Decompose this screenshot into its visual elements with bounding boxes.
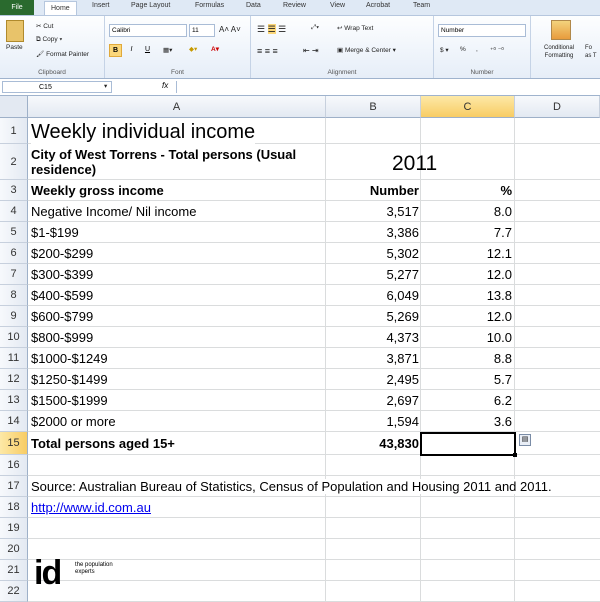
- income-band-label[interactable]: $1000-$1249: [31, 351, 108, 366]
- row-header-16[interactable]: 16: [0, 455, 28, 476]
- row-header-19[interactable]: 19: [0, 518, 28, 539]
- source-note: Source: Australian Bureau of Statistics, Census of Population and Housing 2011 and 2011.: [31, 479, 552, 494]
- paste-icon: [6, 20, 24, 42]
- name-box[interactable]: C15: [2, 81, 112, 93]
- row-12: [28, 369, 600, 390]
- row-header-13[interactable]: 13: [0, 390, 28, 411]
- ribbon-tabs: [0, 0, 600, 16]
- wrap-icon: ↩: [337, 25, 343, 32]
- font-label: Font: [170, 69, 184, 76]
- sheet-subtitle[interactable]: City of West Torrens - Total persons (Usual residence): [31, 147, 323, 177]
- column-header-d[interactable]: D: [515, 96, 600, 118]
- tab-acrobat[interactable]: Acrobat: [366, 2, 391, 9]
- row-header-10[interactable]: 10: [0, 327, 28, 348]
- fx-icon[interactable]: fx: [162, 81, 169, 90]
- clipboard-label: Clipboard: [38, 69, 66, 76]
- row-16: [28, 455, 600, 476]
- copy-button[interactable]: ⧉ Copy ▾: [36, 36, 63, 43]
- row-header-3[interactable]: 3: [0, 180, 28, 201]
- ribbon: [0, 16, 600, 79]
- tab-insert[interactable]: Insert: [92, 2, 110, 9]
- format-painter-button[interactable]: 🖌 Format Painter: [36, 51, 90, 58]
- formula-input[interactable]: [176, 81, 599, 93]
- total-label[interactable]: Total persons aged 15+: [31, 436, 175, 451]
- number-format-select[interactable]: Number: [438, 24, 526, 37]
- tab-data[interactable]: Data: [246, 2, 261, 9]
- paste-button[interactable]: Paste: [6, 44, 23, 51]
- selected-cell-c15[interactable]: [420, 432, 516, 456]
- percent-button[interactable]: %: [460, 46, 466, 53]
- income-band-number[interactable]: 5,269: [386, 309, 419, 324]
- row-header-21[interactable]: 21: [0, 560, 28, 581]
- row-header-7[interactable]: 7: [0, 264, 28, 285]
- borders-icon[interactable]: ▦▾: [163, 47, 173, 54]
- brush-icon: 🖌: [36, 51, 45, 58]
- row-header-6[interactable]: 6: [0, 243, 28, 264]
- income-band-label[interactable]: $400-$599: [31, 288, 94, 303]
- source-link[interactable]: http://www.id.com.au: [31, 500, 151, 515]
- cut-button[interactable]: ✂ Cut: [36, 23, 54, 30]
- income-band-pct[interactable]: 12.0: [486, 309, 512, 324]
- row-header-2[interactable]: 2: [0, 144, 28, 180]
- income-band-pct[interactable]: 5.7: [493, 372, 512, 387]
- id-logo-mark: id: [34, 554, 61, 592]
- currency-button[interactable]: $ ▾: [440, 47, 449, 54]
- indent-icons[interactable]: ⇤ ⇥: [303, 46, 319, 55]
- income-band-label[interactable]: $800-$999: [31, 330, 94, 345]
- conditional-formatting-button[interactable]: Conditional Formatting: [543, 45, 575, 59]
- row-20: [28, 539, 600, 560]
- income-band-pct[interactable]: 12.0: [486, 267, 512, 282]
- income-band-label[interactable]: $300-$399: [31, 267, 94, 282]
- row-header-14[interactable]: 14: [0, 411, 28, 432]
- header-income[interactable]: Weekly gross income: [31, 183, 164, 198]
- income-band-number[interactable]: 2,495: [386, 372, 419, 387]
- income-band-label[interactable]: $1250-$1499: [31, 372, 108, 387]
- column-header-a[interactable]: A: [28, 96, 326, 118]
- formula-bar: [0, 79, 600, 96]
- fill-handle[interactable]: [513, 453, 517, 457]
- header-pct[interactable]: %: [500, 183, 512, 198]
- row-13: [28, 390, 600, 411]
- font-size-select[interactable]: 11: [189, 24, 215, 37]
- paste-options-icon[interactable]: ▤: [519, 434, 531, 446]
- select-all-corner[interactable]: [0, 96, 28, 118]
- format-as-table-button[interactable]: Fo as T: [585, 45, 597, 59]
- income-band-number[interactable]: 3,871: [386, 351, 419, 366]
- row-header-20[interactable]: 20: [0, 539, 28, 560]
- row-8: [28, 285, 600, 306]
- align-left-center-right-icons[interactable]: ≡ ≡ ≡: [257, 46, 278, 56]
- merge-center-button[interactable]: ▣ Merge & Center ▾: [337, 47, 396, 54]
- row-19: [28, 518, 600, 539]
- income-band-number[interactable]: 3,386: [386, 225, 419, 240]
- namebox-dropdown-icon[interactable]: ▾: [104, 83, 108, 90]
- font-group: [105, 16, 251, 78]
- fill-color-icon[interactable]: ◆▾: [189, 46, 198, 53]
- income-band-number[interactable]: 4,373: [386, 330, 419, 345]
- scissors-icon: ✂: [36, 23, 42, 30]
- income-band-pct[interactable]: 8.0: [493, 204, 512, 219]
- income-band-pct[interactable]: 7.7: [493, 225, 512, 240]
- income-band-label[interactable]: $1500-$1999: [31, 393, 108, 408]
- income-band-label[interactable]: $2000 or more: [31, 414, 116, 429]
- income-band-number[interactable]: 6,049: [386, 288, 419, 303]
- tab-review[interactable]: Review: [283, 2, 306, 9]
- income-band-pct[interactable]: 8.8: [493, 351, 512, 366]
- income-band-number[interactable]: 3,517: [386, 204, 419, 219]
- income-band-number[interactable]: 5,302: [386, 246, 419, 261]
- clipboard-group: [0, 16, 105, 78]
- row-header-18[interactable]: 18: [0, 497, 28, 518]
- tab-file[interactable]: File: [0, 0, 34, 15]
- row-6: [28, 243, 600, 264]
- comma-button[interactable]: ,: [476, 46, 478, 53]
- row-header-4[interactable]: 4: [0, 201, 28, 222]
- sheet-title[interactable]: Weekly individual income: [31, 121, 256, 143]
- decimal-buttons[interactable]: ⁺⁰ ⁻⁰: [490, 47, 504, 54]
- orientation-icon[interactable]: ⤢▾: [311, 24, 319, 31]
- tab-home[interactable]: Home: [44, 1, 77, 15]
- row-11: [28, 348, 600, 369]
- copy-icon: ⧉: [36, 36, 41, 43]
- italic-button[interactable]: I: [130, 46, 133, 53]
- row-9: [28, 306, 600, 327]
- income-band-label[interactable]: $1-$199: [31, 225, 79, 240]
- alignment-group: [251, 16, 434, 78]
- number-group: [434, 16, 531, 78]
- income-band-label[interactable]: $200-$299: [31, 246, 94, 261]
- id-logo-tagline: the population experts: [75, 562, 113, 575]
- tab-team[interactable]: Team: [413, 2, 431, 9]
- row-header-8[interactable]: 8: [0, 285, 28, 306]
- wrap-text-button[interactable]: ↩ Wrap Text: [337, 25, 374, 32]
- bold-button[interactable]: B: [109, 44, 122, 57]
- tab-view[interactable]: View: [330, 2, 346, 9]
- income-band-number[interactable]: 5,277: [386, 267, 419, 282]
- conditional-formatting-icon: [551, 20, 571, 40]
- row-header-15[interactable]: 15: [0, 432, 28, 455]
- row-header-1[interactable]: 1: [0, 118, 28, 144]
- row-7: [28, 264, 600, 285]
- row-header-9[interactable]: 9: [0, 306, 28, 327]
- row-10: [28, 327, 600, 348]
- row-header-22[interactable]: 22: [0, 581, 28, 602]
- row-header-12[interactable]: 12: [0, 369, 28, 390]
- alignment-label: Alignment: [327, 69, 357, 76]
- total-number[interactable]: 43,830: [379, 436, 419, 451]
- income-band-pct[interactable]: 10.0: [486, 330, 512, 345]
- tab-formulas[interactable]: Formulas: [195, 2, 225, 9]
- income-band-pct[interactable]: 12.1: [486, 246, 512, 261]
- income-band-label[interactable]: $600-$799: [31, 309, 94, 324]
- year-cell[interactable]: 2011: [392, 152, 438, 175]
- income-band-number[interactable]: 2,697: [386, 393, 419, 408]
- styles-group: [531, 16, 600, 78]
- row-header-11[interactable]: 11: [0, 348, 28, 369]
- underline-button[interactable]: U: [144, 46, 151, 53]
- row-header-5[interactable]: 5: [0, 222, 28, 243]
- align-top-icons[interactable]: ☰ ☰ ☰: [257, 24, 287, 34]
- income-band-label[interactable]: Negative Income/ Nil income: [31, 204, 197, 219]
- id-logo: [34, 554, 114, 598]
- column-header-b[interactable]: B: [326, 96, 421, 118]
- income-band-pct[interactable]: 6.2: [493, 393, 512, 408]
- font-name-select[interactable]: Calibri: [109, 24, 187, 37]
- header-number[interactable]: Number: [369, 183, 419, 198]
- row-header-17[interactable]: 17: [0, 476, 28, 497]
- number-label: Number: [470, 69, 494, 76]
- column-header-c[interactable]: C: [421, 96, 515, 118]
- income-band-pct[interactable]: 3.6: [493, 414, 512, 429]
- font-grow-shrink[interactable]: A˄ A˅: [219, 25, 241, 34]
- income-band-pct[interactable]: 13.8: [486, 288, 512, 303]
- row-5: [28, 222, 600, 243]
- tab-page-layout[interactable]: Page Layout: [131, 2, 171, 9]
- merge-icon: ▣: [337, 47, 344, 54]
- income-band-number[interactable]: 1,594: [386, 414, 419, 429]
- font-color-icon[interactable]: A▾: [211, 46, 219, 53]
